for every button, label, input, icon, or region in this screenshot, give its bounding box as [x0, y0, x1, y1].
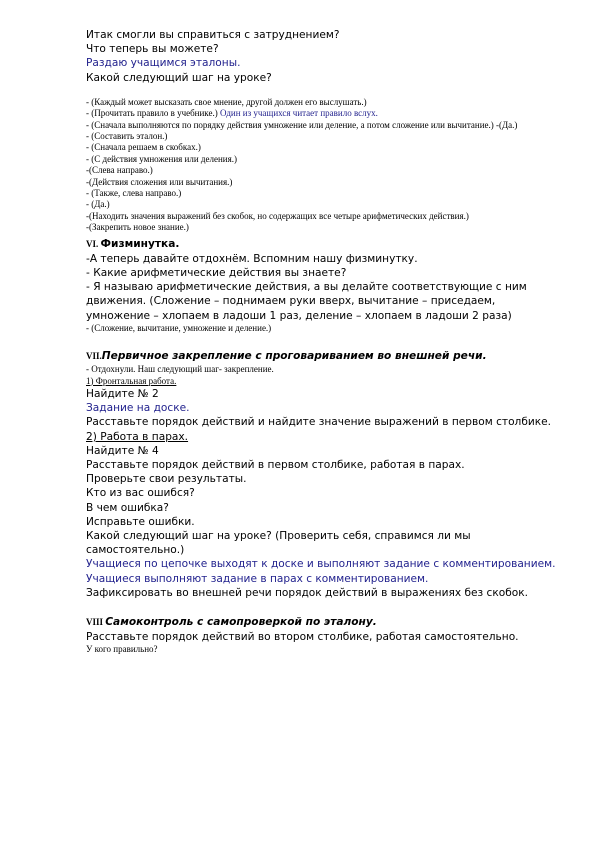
section-title: Первичное закрепление с проговариванием во внешней речи. [101, 350, 487, 363]
teacher-note: Раздаю учащимся эталоны. [86, 57, 241, 70]
answer-line [86, 108, 556, 119]
text-line: - Я называю арифметические действия, а вы делайте соответствующие с ним движения. (Сложение – поднимаем руки вверх, вычитание – приседаем, умножение – хлопаем в ладоши 1 раз, деление – хлопаем в ладоши 2 раза) [86, 281, 527, 322]
section-number: VII. [86, 351, 102, 362]
teacher-note: Учащиеся выполняют задание в парах с комментированием. [86, 572, 429, 585]
answer-text: - (Прочитать правило в учебнике.) [86, 108, 220, 119]
teacher-note: Один из учащихся читает правило вслух. [219, 108, 378, 119]
answer-line: -(Закрепить новое знание.) [86, 222, 189, 233]
answer-line: - (С действия умножения или деления.) [86, 153, 238, 164]
section-heading-6 [86, 234, 556, 252]
text-line: Найдите № 4 [86, 444, 159, 457]
text-line: Расставьте порядок действий и найдите значение выражений в первом столбике. [86, 416, 552, 429]
answer-line: - (Сначала выполняются по порядку действия умножение или деление, а потом сложение или вычитание.) -(Да.) [86, 119, 518, 130]
section-number: VI. [86, 238, 101, 249]
text-line: В чем ошибка? [86, 501, 169, 514]
text-line: Найдите № 2 [86, 387, 159, 400]
answer-line: - (Сначала решаем в скобках.) [86, 142, 201, 153]
text-line: Расставьте порядок действий во втором столбике, работая самостоятельно. [86, 630, 519, 643]
section-heading-7 [86, 346, 556, 364]
answer-line: - (Составить эталон.) [86, 131, 168, 142]
answer-line: -(Действия сложения или вычитания.) [86, 176, 233, 187]
answer-line: -(Находить значения выражений без скобок, но содержащих все четыре арифметических действия.) [86, 210, 469, 221]
subsection-title: 1) Фронтальная работа. [86, 375, 177, 386]
answer-line: - (Также, слева направо.) [86, 188, 182, 199]
text-line: -А теперь давайте отдохнём. Вспомним нашу физминутку. [86, 252, 418, 265]
answer-line: У кого правильно? [86, 644, 158, 655]
text-line: - Какие арифметические действия вы знаете? [86, 266, 347, 279]
text-line: Какой следующий шаг на уроке? (Проверить себя, справимся ли мы самостоятельно.) [86, 529, 471, 557]
document-content [86, 28, 556, 656]
section-heading-8 [86, 612, 556, 630]
answer-line: - Отдохнули. Наш следующий шаг- закрепление. [86, 364, 274, 375]
teacher-note: Задание на доске. [86, 402, 190, 415]
teacher-note: Учащиеся по цепочке выходят к доске и выполняют задание с комментированием. [86, 558, 556, 571]
section-number: VIII [86, 616, 106, 627]
question-line: Что теперь вы можете? [86, 43, 219, 56]
section-title: Самоконтроль с самопроверкой по эталону. [105, 615, 377, 628]
text-line: Кто из вас ошибся? [86, 487, 195, 500]
text-line: Исправьте ошибки. [86, 515, 195, 528]
text-line: Зафиксировать во внешней речи порядок действий в выражениях без скобок. [86, 586, 529, 599]
answer-line: - (Да.) [86, 199, 110, 210]
answer-line: - (Каждый может высказать свое мнение, другой должен его выслушать.) [86, 96, 367, 107]
subsection-title: 2) Работа в парах. [86, 430, 189, 443]
text-line: Проверьте свои результаты. [86, 473, 247, 486]
text-line: Расставьте порядок действий в первом столбике, работая в парах. [86, 458, 465, 471]
question-line: Итак смогли вы справиться с затруднением? [86, 29, 340, 41]
question-line: Какой следующий шаг на уроке? [86, 71, 272, 84]
section-title: Физминутка. [100, 237, 180, 250]
answers-block [86, 97, 556, 234]
answer-line: - (Сложение, вычитание, умножение и деление.) [86, 322, 272, 333]
answer-line: -(Слева направо.) [86, 165, 153, 176]
